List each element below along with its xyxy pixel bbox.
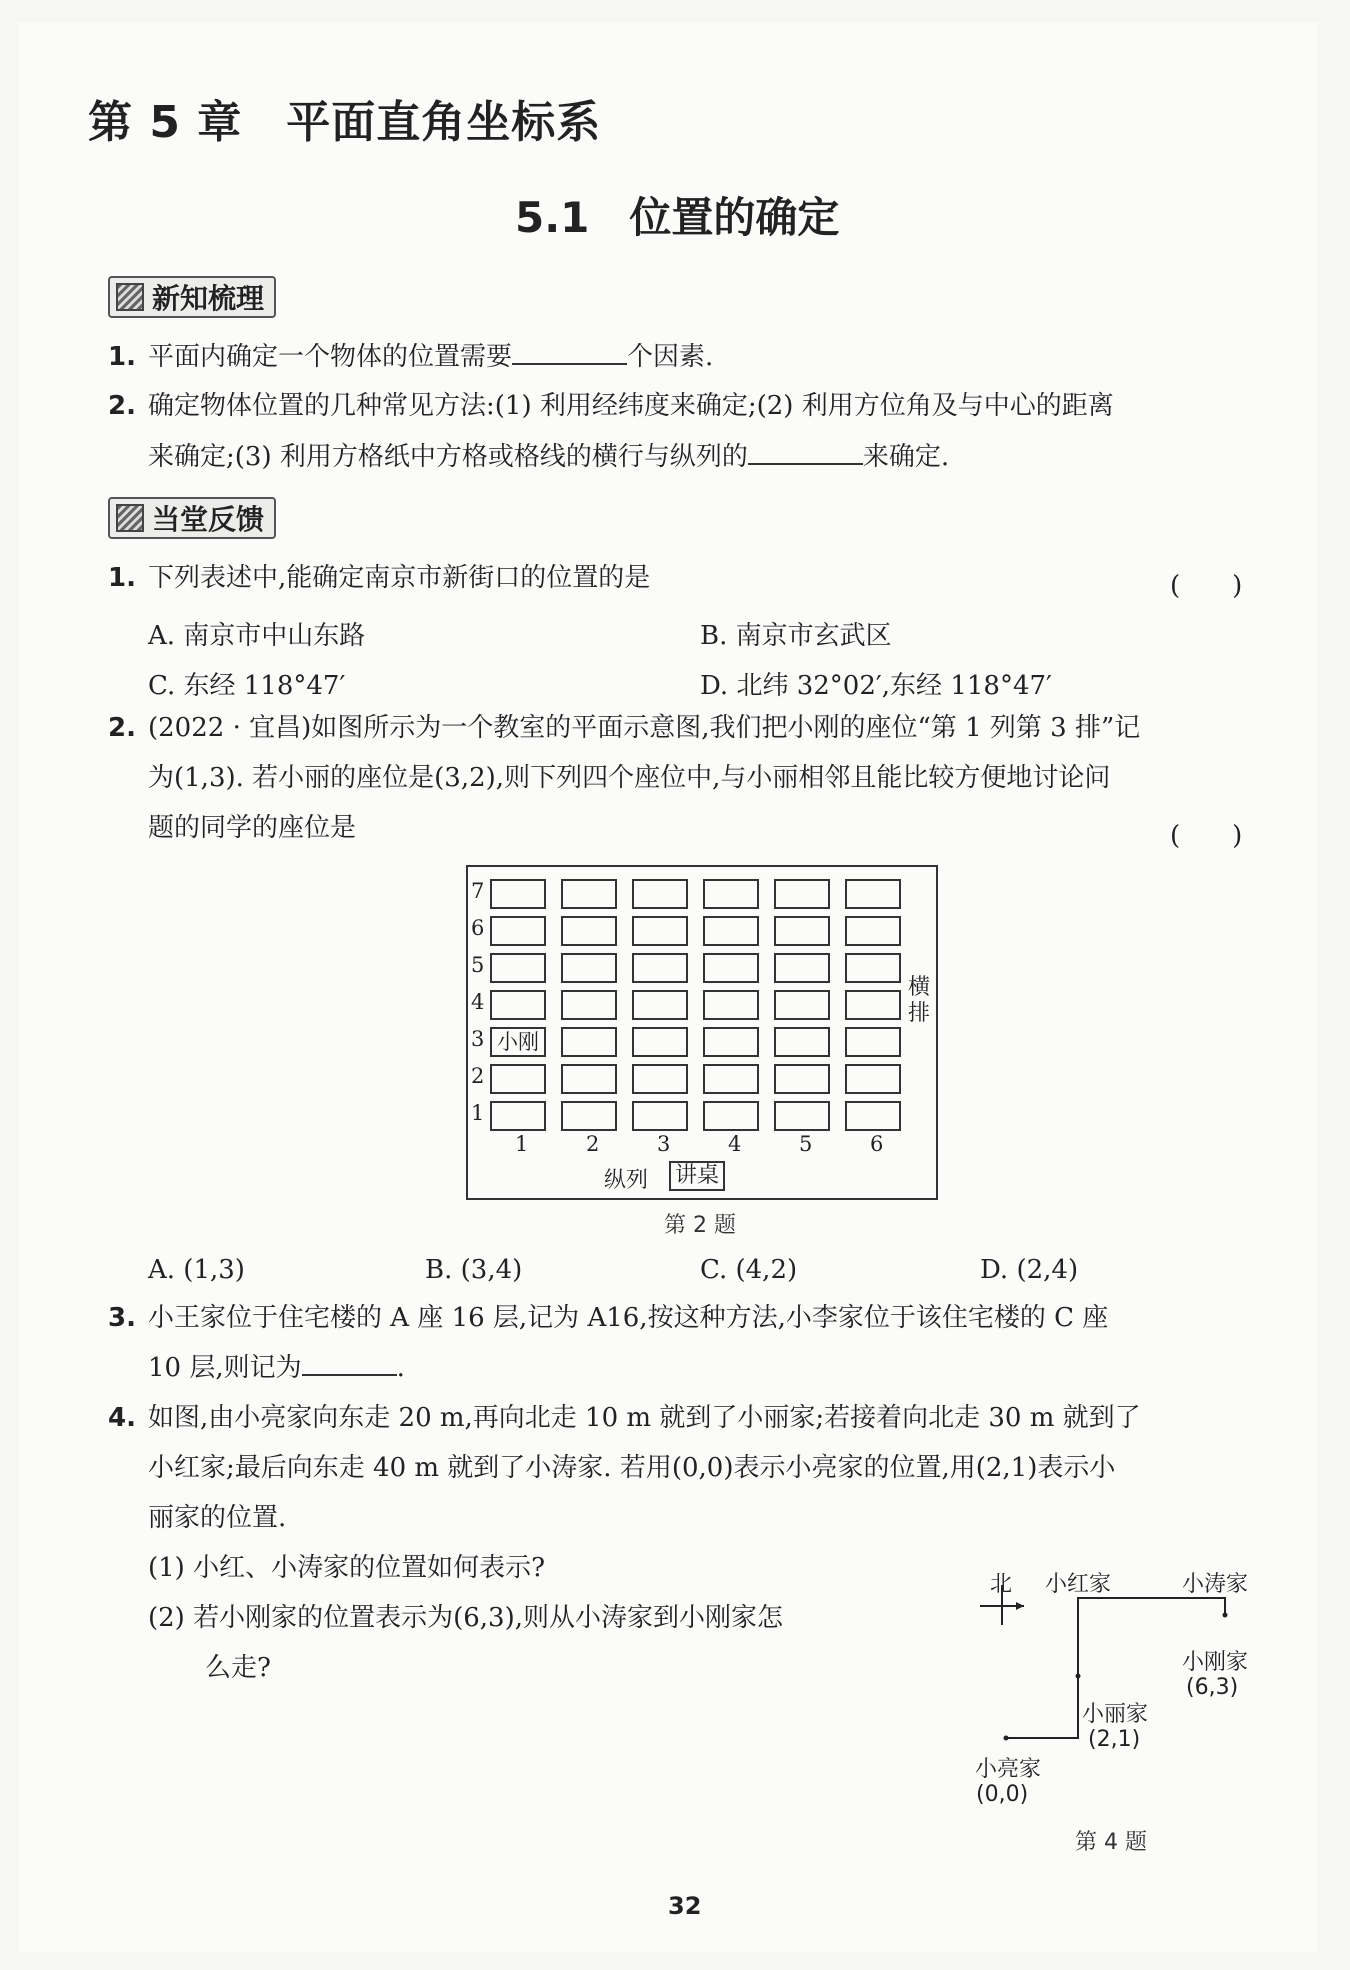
chapter-heading (88, 86, 601, 150)
column-label: 1 (515, 1132, 529, 1156)
desk (774, 953, 830, 983)
question-number: 2. (108, 391, 136, 421)
section-number: 5.1 (515, 193, 590, 242)
section-heading (515, 185, 839, 245)
chapter-number: 第 5 章 (88, 97, 243, 148)
knowledge-q2-line2 (148, 432, 949, 482)
sub-question-2-continued: 么走? (205, 1653, 271, 1683)
desk (845, 1101, 901, 1131)
xiaotao-label: 小涛家 (1182, 1572, 1249, 1597)
desk (632, 953, 688, 983)
desk (845, 953, 901, 983)
answer-blank[interactable] (748, 439, 863, 465)
xiaoliang-point (1004, 1736, 1009, 1741)
question-text: 确定物体位置的几种常见方法:(1) 利用经纬度来确定;(2) 利用方位角及与中心的距离 (148, 391, 1114, 421)
option-a[interactable]: A. 南京市中山东路 (148, 621, 366, 651)
desk (490, 879, 546, 909)
desk (703, 879, 759, 909)
option-d[interactable]: D. 北纬 32°02′,东经 118°47′ (700, 671, 1052, 701)
desk (703, 990, 759, 1020)
column-label: 2 (586, 1132, 600, 1156)
row-label: 6 (471, 916, 485, 940)
desk (703, 1101, 759, 1131)
desk (774, 1064, 830, 1094)
option-b[interactable]: B. (3,4) (425, 1255, 523, 1285)
desk (561, 1064, 617, 1094)
horizontal-row-label-char: 排 (907, 1001, 930, 1026)
desk (845, 916, 901, 946)
desk (632, 879, 688, 909)
xiaoliang-label: 小亮家 (975, 1757, 1042, 1782)
question-text: 10 层,则记为 (148, 1353, 302, 1383)
desk (632, 916, 688, 946)
desk (561, 879, 617, 909)
desk (774, 990, 830, 1020)
desk (561, 1101, 617, 1131)
horizontal-row-label-char: 横 (907, 975, 930, 1000)
sub-question-2: (2) 若小刚家的位置表示为(6,3),则从小涛家到小刚家怎 (148, 1603, 783, 1633)
xiaogang-coordinate: (6,3) (1186, 1675, 1239, 1700)
option-a[interactable]: A. (1,3) (148, 1255, 245, 1285)
desk (774, 879, 830, 909)
desk (561, 1027, 617, 1057)
desk (703, 953, 759, 983)
feedback-q3-line2 (148, 1343, 405, 1393)
question-text: 来确定. (862, 442, 950, 472)
answer-parentheses[interactable]: ( ) (1170, 571, 1243, 601)
desk-xiaogang: 小刚 (490, 1027, 546, 1057)
desk (845, 879, 901, 909)
page-number: 32 (668, 1892, 702, 1920)
desk (490, 990, 546, 1020)
question-text: 丽家的位置. (148, 1503, 287, 1533)
feedback-q4-line1 (108, 1393, 1141, 1443)
classroom-diagram (466, 865, 938, 1200)
question-number: 2. (108, 713, 136, 743)
section-title: 位置的确定 (629, 193, 840, 242)
book-icon (116, 283, 144, 311)
desk (490, 953, 546, 983)
chapter-title: 平面直角坐标系 (286, 97, 602, 148)
question-text: 小王家位于住宅楼的 A 座 16 层,记为 A16,按这种方法,小李家位于该住宅楼的 C 座 (148, 1303, 1109, 1333)
question-text: 来确定;(3) 利用方格纸中方格或格线的横行与纵列的 (148, 442, 748, 472)
option-c[interactable]: C. 东经 118°47′ (148, 671, 346, 701)
column-label: 6 (870, 1132, 884, 1156)
feedback-q2-line1 (108, 703, 1140, 753)
desk (703, 1027, 759, 1057)
question-text: 如图,由小亮家向东走 20 m,再向北走 10 m 就到了小丽家;若接着向北走 30 m 就到了 (148, 1403, 1141, 1433)
question-text: 小红家;最后向东走 40 m 就到了小涛家. 若用(0,0)表示小亮家的位置,用(2,1)表示小 (148, 1453, 1116, 1483)
question-number: 1. (108, 563, 136, 593)
desk (632, 1101, 688, 1131)
sub-question-1: (1) 小红、小涛家的位置如何表示? (148, 1553, 546, 1583)
desk (490, 1064, 546, 1094)
row-label: 7 (471, 879, 485, 903)
column-label: 4 (728, 1132, 742, 1156)
feedback-q3-line1 (108, 1293, 1108, 1343)
row-label: 2 (471, 1064, 485, 1088)
row-label: 4 (471, 990, 485, 1014)
knowledge-q2-line1 (108, 381, 1114, 431)
desk (561, 990, 617, 1020)
answer-blank[interactable] (512, 339, 627, 365)
desk (703, 1064, 759, 1094)
question-text: 个因素. (627, 342, 714, 372)
desk (561, 916, 617, 946)
question-text: 题的同学的座位是 (148, 813, 357, 843)
desk (845, 1064, 901, 1094)
feedback-tag-label: 当堂反馈 (152, 503, 265, 536)
xiaogang-label: 小刚家 (1182, 1650, 1249, 1675)
question-number: 4. (108, 1403, 136, 1433)
xiaoli-point (1076, 1674, 1081, 1679)
figure-caption: 第 2 题 (664, 1213, 736, 1238)
feedback-tag (108, 497, 276, 539)
question-number: 3. (108, 1303, 136, 1333)
question-number: 1. (108, 342, 136, 372)
question-text: 下列表述中,能确定南京市新街口的位置的是 (148, 563, 651, 593)
question-text: 平面内确定一个物体的位置需要 (148, 342, 513, 372)
column-label: 3 (657, 1132, 671, 1156)
desk (774, 1027, 830, 1057)
question-text: 为(1,3). 若小丽的座位是(3,2),则下列四个座位中,与小丽相邻且能比较方便地讨论问 (148, 763, 1111, 793)
desk (703, 916, 759, 946)
desk (845, 990, 901, 1020)
xiaohong-label: 小红家 (1045, 1572, 1112, 1597)
column-axis-label: 纵列 (604, 1168, 649, 1193)
knowledge-tag-label: 新知梳理 (152, 282, 265, 315)
row-label: 1 (471, 1101, 485, 1125)
desk (561, 953, 617, 983)
answer-blank[interactable] (302, 1350, 397, 1376)
desk (774, 916, 830, 946)
knowledge-q1 (108, 332, 713, 382)
xiaoli-coordinate: (2,1) (1088, 1727, 1141, 1752)
pencil-icon (116, 504, 144, 532)
question-text: . (396, 1353, 405, 1383)
desk (490, 916, 546, 946)
option-d[interactable]: D. (2,4) (980, 1255, 1079, 1285)
compass-arrow-icon (1016, 1602, 1024, 1610)
option-c[interactable]: C. (4,2) (700, 1255, 798, 1285)
answer-parentheses[interactable]: ( ) (1170, 821, 1243, 851)
desk (774, 1101, 830, 1131)
desk (632, 990, 688, 1020)
feedback-q1 (108, 553, 650, 603)
xiaogang-point (1223, 1613, 1228, 1618)
xiaoliang-coordinate: (0,0) (976, 1782, 1029, 1807)
row-label: 5 (471, 953, 485, 977)
question-text: (2022 · 宜昌)如图所示为一个教室的平面示意图,我们把小刚的座位“第 1 列第 3 排”记 (148, 713, 1141, 743)
knowledge-tag (108, 276, 276, 318)
xiaoli-label: 小丽家 (1082, 1702, 1149, 1727)
column-label: 5 (799, 1132, 813, 1156)
figure-caption: 第 4 题 (1075, 1830, 1147, 1855)
row-label: 3 (471, 1027, 485, 1051)
desk (632, 1064, 688, 1094)
podium-label: 讲桌 (669, 1161, 725, 1191)
option-b[interactable]: B. 南京市玄武区 (700, 621, 892, 651)
desk (632, 1027, 688, 1057)
horizontal-row-label (906, 975, 932, 1027)
desk (490, 1101, 546, 1131)
north-label: 北 (990, 1572, 1013, 1597)
desk (845, 1027, 901, 1057)
